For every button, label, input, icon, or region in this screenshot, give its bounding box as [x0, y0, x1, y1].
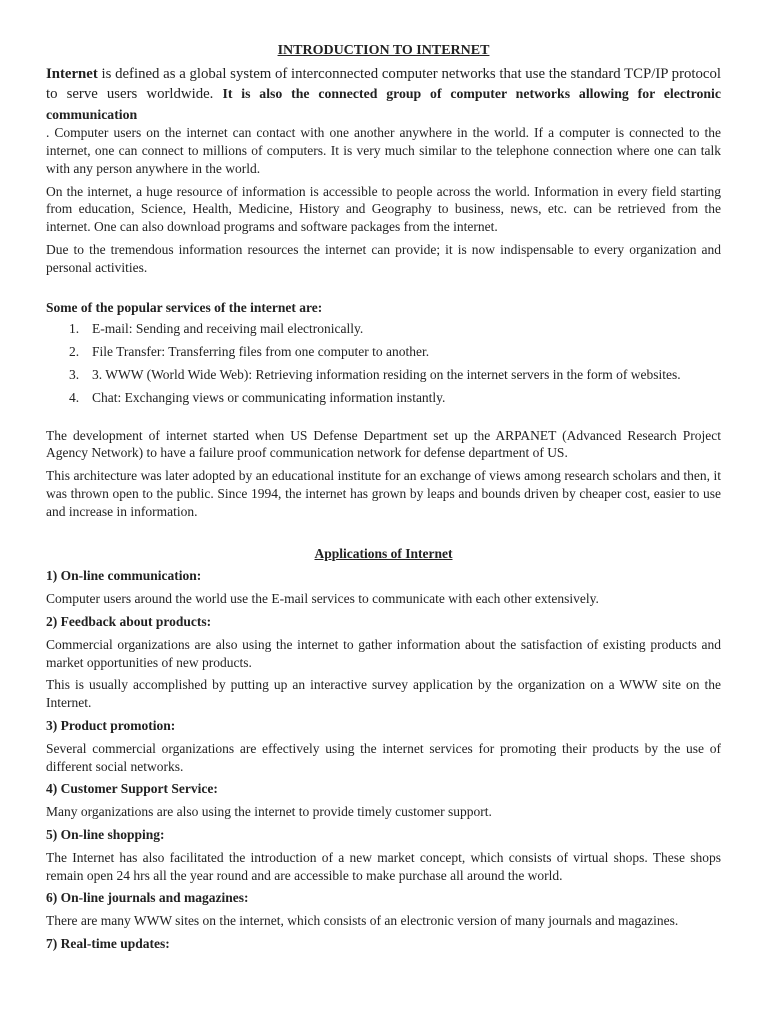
section-paragraph: Computer users around the world use the E-mail services to communicate with each other extensively. — [46, 591, 599, 607]
document-page — [46, 42, 721, 953]
intro-bold-part: It is also the connected group of computer networks allowing for electronic communication — [46, 86, 721, 122]
list-text: 3. WWW (World Wide Web): Retrieving information residing on the internet servers in the form of websites. — [92, 367, 681, 383]
section-paragraph: Several commercial organizations are effectively using the internet services for promoting their products by the use of different social networks. — [46, 740, 721, 774]
list-item — [46, 366, 721, 384]
intro-definition: is defined as a global system of interconnected computer networks that use the standard TCP/IP protocol to serve users worldwide. — [46, 65, 721, 103]
applications-heading: Applications of Internet — [314, 545, 453, 561]
list-item — [46, 389, 721, 407]
section-heading: 5) On-line shopping: — [46, 827, 165, 842]
services-list — [46, 320, 721, 406]
section-heading: 1) On-line communication: — [46, 568, 202, 584]
intro-term: Internet — [46, 65, 98, 82]
intro-continuation: . Computer users on the internet can contact with one another anywhere in the world. If a computer is connected to the internet, one can connect to millions of computers. It is very much similar to the telephone connection where one can talk with any person anywhere in the world. — [46, 125, 721, 176]
list-text: E-mail: Sending and receiving mail electronically. — [92, 321, 364, 337]
section-heading: 2) Feedback about products: — [46, 614, 212, 630]
services-heading: Some of the popular services of the internet are: — [46, 299, 323, 315]
section-paragraph: Many organizations are also using the internet to provide timely customer support. — [46, 804, 492, 820]
list-text: File Transfer: Transferring files from one computer to another. — [92, 344, 430, 360]
section-heading: 4) Customer Support Service: — [46, 781, 218, 797]
list-number: 1. — [69, 321, 80, 337]
list-item — [46, 320, 721, 338]
section-heading: 7) Real-time updates: — [46, 935, 170, 951]
list-item — [46, 343, 721, 361]
section-paragraph: There are many WWW sites on the internet, which consists of an electronic version of many journals and magazines. — [46, 913, 679, 929]
history-paragraph: The development of internet started when US Defense Department set up the ARPANET (Advanced Research Project Agency Network) to have a failure proof communication network for defense department of US. — [46, 427, 721, 461]
paragraph: On the internet, a huge resource of information is accessible to people across the world. Information in every field starting from education, Science, Health, Medicine, History and Geography to business, news, etc. can be retrieved from the internet. One can also download programs and software packages from the internet. — [46, 183, 721, 235]
paragraph: Due to the tremendous information resources the internet can provide; it is now indispensable to every organization and personal activities. — [46, 242, 721, 275]
list-text: Chat: Exchanging views or communicating information instantly. — [92, 389, 446, 405]
section-paragraph: The Internet has also facilitated the introduction of a new market concept, which consists of virtual shops. These shops remain open 24 hrs all the year round and are accessible to make purchase all around the world. — [46, 849, 721, 883]
list-number: 3. — [69, 367, 80, 383]
section-paragraph: Commercial organizations are also using the internet to gather information about the satisfaction of existing products and market opportunities of new products. — [46, 636, 721, 670]
list-number: 4. — [69, 389, 80, 405]
intro-paragraph — [46, 64, 721, 126]
section-paragraph: This is usually accomplished by putting up an interactive survey application by the organization on a WWW site on the Internet. — [46, 677, 721, 711]
page-title: INTRODUCTION TO INTERNET — [277, 43, 490, 58]
section-heading: 3) Product promotion: — [46, 718, 176, 734]
section-heading: 6) On-line journals and magazines: — [46, 890, 249, 906]
history-paragraph: This architecture was later adopted by an educational institute for an exchange of views among research scholars and then, it was thrown open to the public. Since 1994, the internet has grown by leaps and bounds driven by cheaper cost, easier to use and increase in information. — [46, 468, 721, 519]
list-number: 2. — [69, 344, 80, 360]
